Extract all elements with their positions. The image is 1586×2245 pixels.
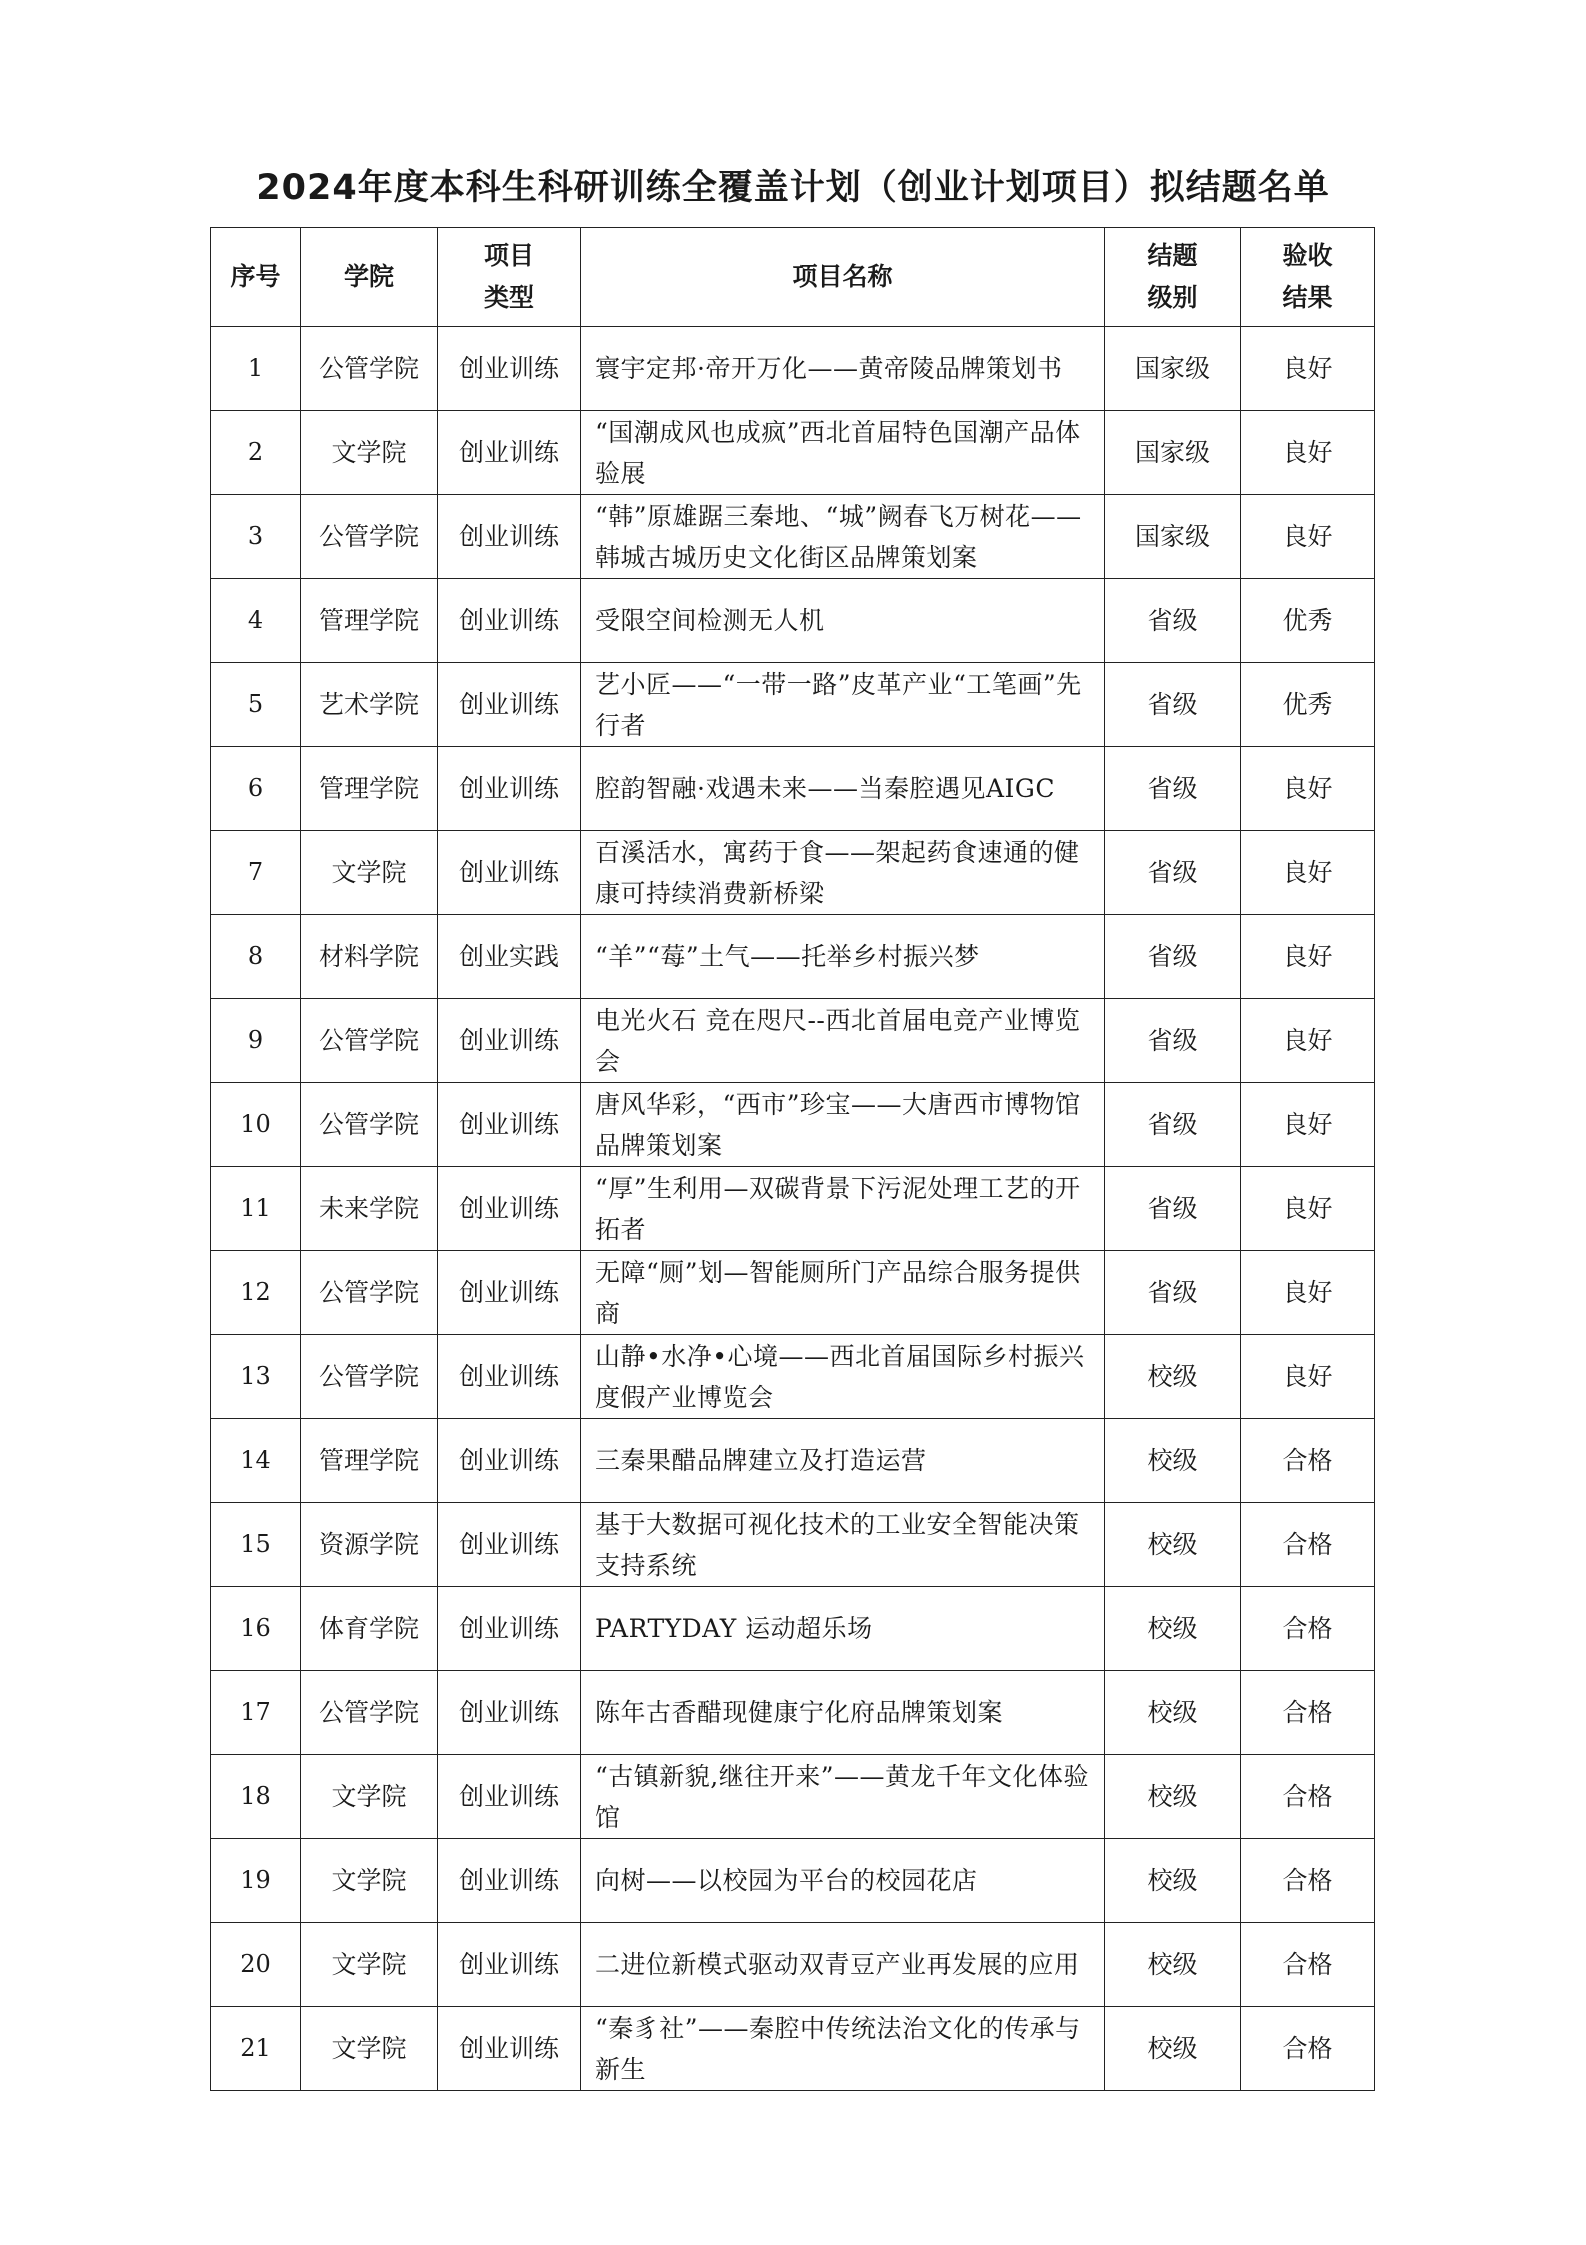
cell-type: 创业训练 xyxy=(438,1503,581,1587)
cell-level: 国家级 xyxy=(1105,411,1241,495)
cell-result: 良好 xyxy=(1241,495,1375,579)
cell-result: 合格 xyxy=(1241,1671,1375,1755)
cell-no: 8 xyxy=(211,915,301,999)
cell-college: 公管学院 xyxy=(301,1251,438,1335)
cell-level: 校级 xyxy=(1105,1923,1241,2007)
cell-project-name: 百溪活水，寓药于食——架起药食速通的健康可持续消费新桥梁 xyxy=(581,831,1105,915)
cell-project-name: “韩”原雄踞三秦地、“城”阙春飞万树花——韩城古城历史文化街区品牌策划案 xyxy=(581,495,1105,579)
cell-project-name: “古镇新貌,继往开来”——黄龙千年文化体验馆 xyxy=(581,1755,1105,1839)
cell-college: 文学院 xyxy=(301,2007,438,2091)
cell-no: 1 xyxy=(211,327,301,411)
table-row xyxy=(211,411,1375,495)
cell-college: 文学院 xyxy=(301,1923,438,2007)
cell-type: 创业实践 xyxy=(438,915,581,999)
table-row xyxy=(211,1335,1375,1419)
cell-college: 材料学院 xyxy=(301,915,438,999)
cell-project-name: 受限空间检测无人机 xyxy=(581,579,1105,663)
table-header-row xyxy=(211,228,1375,327)
cell-level: 校级 xyxy=(1105,1335,1241,1419)
cell-result: 合格 xyxy=(1241,1923,1375,2007)
cell-no: 15 xyxy=(211,1503,301,1587)
cell-result: 良好 xyxy=(1241,1251,1375,1335)
header-type: 项目 类型 xyxy=(438,228,581,327)
cell-no: 18 xyxy=(211,1755,301,1839)
cell-project-name: 二进位新模式驱动双青豆产业再发展的应用 xyxy=(581,1923,1105,2007)
cell-college: 管理学院 xyxy=(301,1419,438,1503)
cell-level: 校级 xyxy=(1105,1755,1241,1839)
table-row xyxy=(211,1167,1375,1251)
cell-project-name: “秦豸社”——秦腔中传统法治文化的传承与新生 xyxy=(581,2007,1105,2091)
table-row xyxy=(211,579,1375,663)
cell-result: 合格 xyxy=(1241,1419,1375,1503)
cell-college: 资源学院 xyxy=(301,1503,438,1587)
cell-college: 公管学院 xyxy=(301,327,438,411)
table-row xyxy=(211,1587,1375,1671)
cell-level: 校级 xyxy=(1105,1503,1241,1587)
cell-project-name: 向树——以校园为平台的校园花店 xyxy=(581,1839,1105,1923)
cell-no: 6 xyxy=(211,747,301,831)
cell-type: 创业训练 xyxy=(438,1419,581,1503)
cell-no: 19 xyxy=(211,1839,301,1923)
cell-level: 校级 xyxy=(1105,1419,1241,1503)
cell-college: 公管学院 xyxy=(301,1083,438,1167)
cell-no: 7 xyxy=(211,831,301,915)
cell-project-name: 唐风华彩，“西市”珍宝——大唐西市博物馆品牌策划案 xyxy=(581,1083,1105,1167)
cell-type: 创业训练 xyxy=(438,831,581,915)
cell-result: 良好 xyxy=(1241,999,1375,1083)
cell-no: 2 xyxy=(211,411,301,495)
cell-no: 11 xyxy=(211,1167,301,1251)
cell-college: 未来学院 xyxy=(301,1167,438,1251)
cell-project-name: “羊”“莓”土气——托举乡村振兴梦 xyxy=(581,915,1105,999)
table-row xyxy=(211,1839,1375,1923)
header-name: 项目名称 xyxy=(581,228,1105,327)
cell-result: 合格 xyxy=(1241,1839,1375,1923)
cell-result: 良好 xyxy=(1241,1335,1375,1419)
table-row xyxy=(211,1755,1375,1839)
header-result: 验收 结果 xyxy=(1241,228,1375,327)
table-row xyxy=(211,831,1375,915)
cell-project-name: 山静•水净•心境——西北首届国际乡村振兴度假产业博览会 xyxy=(581,1335,1105,1419)
cell-level: 校级 xyxy=(1105,1671,1241,1755)
cell-level: 校级 xyxy=(1105,1839,1241,1923)
table-row xyxy=(211,1419,1375,1503)
cell-no: 13 xyxy=(211,1335,301,1419)
header-no: 序号 xyxy=(211,228,301,327)
cell-college: 文学院 xyxy=(301,1755,438,1839)
cell-no: 17 xyxy=(211,1671,301,1755)
cell-type: 创业训练 xyxy=(438,1083,581,1167)
cell-level: 国家级 xyxy=(1105,327,1241,411)
cell-project-name: 寰宇定邦·帝开万化——黄帝陵品牌策划书 xyxy=(581,327,1105,411)
cell-college: 体育学院 xyxy=(301,1587,438,1671)
cell-type: 创业训练 xyxy=(438,1923,581,2007)
cell-college: 文学院 xyxy=(301,831,438,915)
cell-type: 创业训练 xyxy=(438,411,581,495)
cell-result: 良好 xyxy=(1241,915,1375,999)
cell-level: 省级 xyxy=(1105,747,1241,831)
cell-level: 省级 xyxy=(1105,579,1241,663)
cell-college: 公管学院 xyxy=(301,1335,438,1419)
cell-project-name: 艺小匠——“一带一路”皮革产业“工笔画”先行者 xyxy=(581,663,1105,747)
cell-project-name: 腔韵智融·戏遇未来——当秦腔遇见AIGC xyxy=(581,747,1105,831)
cell-project-name: 电光火石 竞在咫尺--西北首届电竞产业博览会 xyxy=(581,999,1105,1083)
table-row xyxy=(211,1083,1375,1167)
cell-type: 创业训练 xyxy=(438,663,581,747)
table-row xyxy=(211,915,1375,999)
cell-no: 20 xyxy=(211,1923,301,2007)
cell-result: 良好 xyxy=(1241,831,1375,915)
cell-result: 合格 xyxy=(1241,1587,1375,1671)
cell-result: 良好 xyxy=(1241,411,1375,495)
cell-type: 创业训练 xyxy=(438,1251,581,1335)
cell-type: 创业训练 xyxy=(438,1839,581,1923)
cell-type: 创业训练 xyxy=(438,495,581,579)
cell-college: 艺术学院 xyxy=(301,663,438,747)
cell-project-name: “厚”生利用—双碳背景下污泥处理工艺的开拓者 xyxy=(581,1167,1105,1251)
header-level: 结题 级别 xyxy=(1105,228,1241,327)
cell-type: 创业训练 xyxy=(438,1755,581,1839)
table-row xyxy=(211,495,1375,579)
cell-college: 文学院 xyxy=(301,411,438,495)
cell-college: 公管学院 xyxy=(301,495,438,579)
cell-no: 12 xyxy=(211,1251,301,1335)
cell-college: 管理学院 xyxy=(301,747,438,831)
table-row xyxy=(211,1251,1375,1335)
cell-college: 公管学院 xyxy=(301,999,438,1083)
header-college: 学院 xyxy=(301,228,438,327)
cell-result: 良好 xyxy=(1241,327,1375,411)
cell-no: 14 xyxy=(211,1419,301,1503)
cell-type: 创业训练 xyxy=(438,999,581,1083)
cell-level: 省级 xyxy=(1105,999,1241,1083)
table-row xyxy=(211,327,1375,411)
cell-type: 创业训练 xyxy=(438,1167,581,1251)
document-title: 2024年度本科生科研训练全覆盖计划（创业计划项目）拟结题名单 xyxy=(256,168,1330,208)
cell-level: 省级 xyxy=(1105,1251,1241,1335)
cell-project-name: 无障“厕”划—智能厕所门产品综合服务提供商 xyxy=(581,1251,1105,1335)
cell-result: 合格 xyxy=(1241,1755,1375,1839)
cell-type: 创业训练 xyxy=(438,579,581,663)
cell-no: 9 xyxy=(211,999,301,1083)
table-row xyxy=(211,663,1375,747)
table-row xyxy=(211,1503,1375,1587)
cell-college: 管理学院 xyxy=(301,579,438,663)
cell-level: 国家级 xyxy=(1105,495,1241,579)
cell-college: 文学院 xyxy=(301,1839,438,1923)
cell-level: 省级 xyxy=(1105,831,1241,915)
cell-type: 创业训练 xyxy=(438,1587,581,1671)
table-row xyxy=(211,1923,1375,2007)
table-row xyxy=(211,2007,1375,2091)
cell-project-name: “国潮成风也成疯”西北首届特色国潮产品体验展 xyxy=(581,411,1105,495)
cell-result: 良好 xyxy=(1241,1167,1375,1251)
cell-no: 10 xyxy=(211,1083,301,1167)
table-row xyxy=(211,747,1375,831)
cell-no: 16 xyxy=(211,1587,301,1671)
cell-type: 创业训练 xyxy=(438,327,581,411)
project-list-table xyxy=(210,227,1375,2091)
cell-level: 省级 xyxy=(1105,1083,1241,1167)
cell-type: 创业训练 xyxy=(438,1335,581,1419)
cell-level: 省级 xyxy=(1105,663,1241,747)
table-row xyxy=(211,1671,1375,1755)
cell-level: 省级 xyxy=(1105,1167,1241,1251)
cell-project-name: 三秦果醋品牌建立及打造运营 xyxy=(581,1419,1105,1503)
cell-no: 21 xyxy=(211,2007,301,2091)
cell-result: 良好 xyxy=(1241,747,1375,831)
cell-type: 创业训练 xyxy=(438,747,581,831)
cell-no: 4 xyxy=(211,579,301,663)
cell-level: 省级 xyxy=(1105,915,1241,999)
cell-result: 合格 xyxy=(1241,2007,1375,2091)
cell-result: 优秀 xyxy=(1241,663,1375,747)
cell-no: 5 xyxy=(211,663,301,747)
cell-level: 校级 xyxy=(1105,2007,1241,2091)
cell-project-name: 陈年古香醋现健康宁化府品牌策划案 xyxy=(581,1671,1105,1755)
cell-project-name: 基于大数据可视化技术的工业安全智能决策支持系统 xyxy=(581,1503,1105,1587)
cell-level: 校级 xyxy=(1105,1587,1241,1671)
cell-type: 创业训练 xyxy=(438,2007,581,2091)
cell-result: 合格 xyxy=(1241,1503,1375,1587)
cell-college: 公管学院 xyxy=(301,1671,438,1755)
cell-result: 优秀 xyxy=(1241,579,1375,663)
cell-result: 良好 xyxy=(1241,1083,1375,1167)
table-row xyxy=(211,999,1375,1083)
cell-project-name: PARTYDAY 运动超乐场 xyxy=(581,1587,1105,1671)
cell-no: 3 xyxy=(211,495,301,579)
cell-type: 创业训练 xyxy=(438,1671,581,1755)
